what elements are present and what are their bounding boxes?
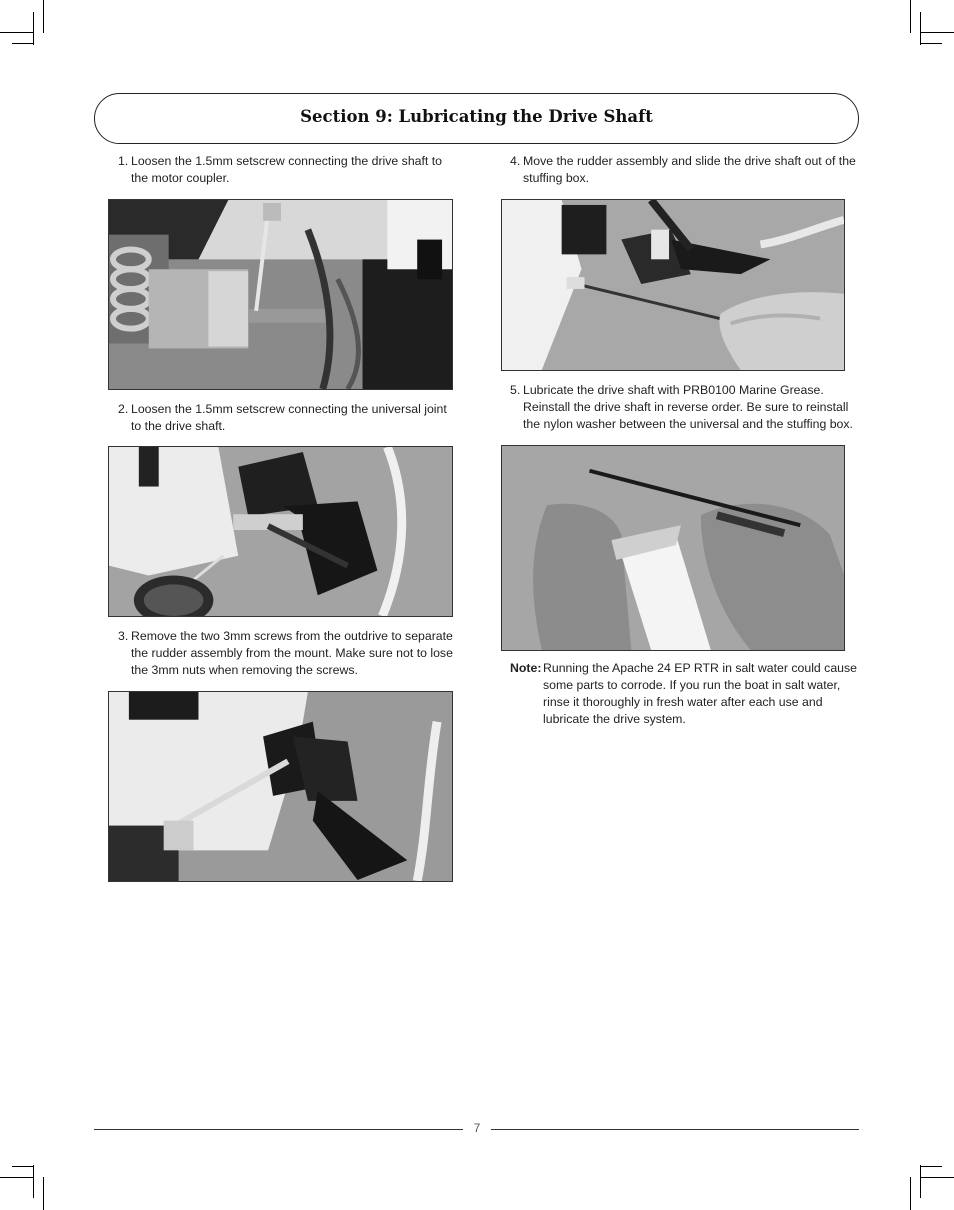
step-number: 3. bbox=[118, 629, 129, 643]
step-text: Loosen the 1.5mm setscrew connecting the drive shaft to the motor coupler. bbox=[131, 154, 443, 185]
section-title: Section 9: Lubricating the Drive Shaft bbox=[300, 107, 653, 126]
footer-rule-left bbox=[94, 1129, 463, 1130]
crop-mark bbox=[43, 0, 44, 33]
step-number: 5. bbox=[510, 383, 521, 397]
crop-mark bbox=[921, 32, 954, 33]
crop-mark bbox=[12, 43, 34, 44]
section-header bbox=[94, 93, 859, 144]
crop-mark bbox=[33, 1165, 34, 1198]
step-5 bbox=[510, 382, 865, 433]
step-number: 2. bbox=[118, 402, 129, 416]
note-label: Note: bbox=[510, 661, 542, 675]
step-text: Remove the two 3mm screws from the outdrive to separate the rudder assembly from the mount. Make sure not to lose the 3mm nuts when removing the screws. bbox=[131, 629, 453, 677]
step-1 bbox=[118, 153, 460, 187]
crop-mark bbox=[920, 12, 921, 45]
crop-mark bbox=[43, 1177, 44, 1210]
crop-mark bbox=[920, 43, 942, 44]
crop-mark bbox=[921, 1177, 954, 1178]
crop-mark bbox=[910, 1177, 911, 1210]
step-text: Loosen the 1.5mm setscrew connecting the universal joint to the drive shaft. bbox=[131, 402, 447, 433]
photo-rudder-screws bbox=[108, 691, 453, 882]
step-text: Lubricate the drive shaft with PRB0100 Marine Grease. Reinstall the drive shaft in reverse order. Be sure to reinstall the nylon washer between the universal and the stuffing box. bbox=[523, 383, 853, 431]
photo-motor-coupler bbox=[108, 199, 453, 390]
photo-universal-joint bbox=[108, 446, 453, 617]
step-4 bbox=[510, 153, 860, 187]
crop-mark bbox=[910, 0, 911, 33]
crop-mark bbox=[0, 32, 33, 33]
crop-mark bbox=[920, 1166, 942, 1167]
footer-rule-right bbox=[491, 1129, 859, 1130]
note bbox=[510, 660, 860, 728]
step-2 bbox=[118, 401, 460, 435]
step-number: 4. bbox=[510, 154, 521, 168]
note-text: Running the Apache 24 EP RTR in salt water could cause some parts to corrode. If you run the boat in salt water, rinse it thoroughly in fresh water after each use and lubricate the drive system. bbox=[543, 661, 857, 726]
crop-mark bbox=[12, 1166, 34, 1167]
step-number: 1. bbox=[118, 154, 129, 168]
step-text: Move the rudder assembly and slide the drive shaft out of the stuffing box. bbox=[523, 154, 856, 185]
crop-mark bbox=[33, 12, 34, 45]
photo-marine-grease bbox=[501, 445, 845, 651]
step-3 bbox=[118, 628, 468, 679]
crop-mark bbox=[920, 1165, 921, 1198]
page-number: 7 bbox=[473, 1121, 481, 1135]
photo-slide-drive-shaft bbox=[501, 199, 845, 371]
crop-mark bbox=[0, 1177, 33, 1178]
